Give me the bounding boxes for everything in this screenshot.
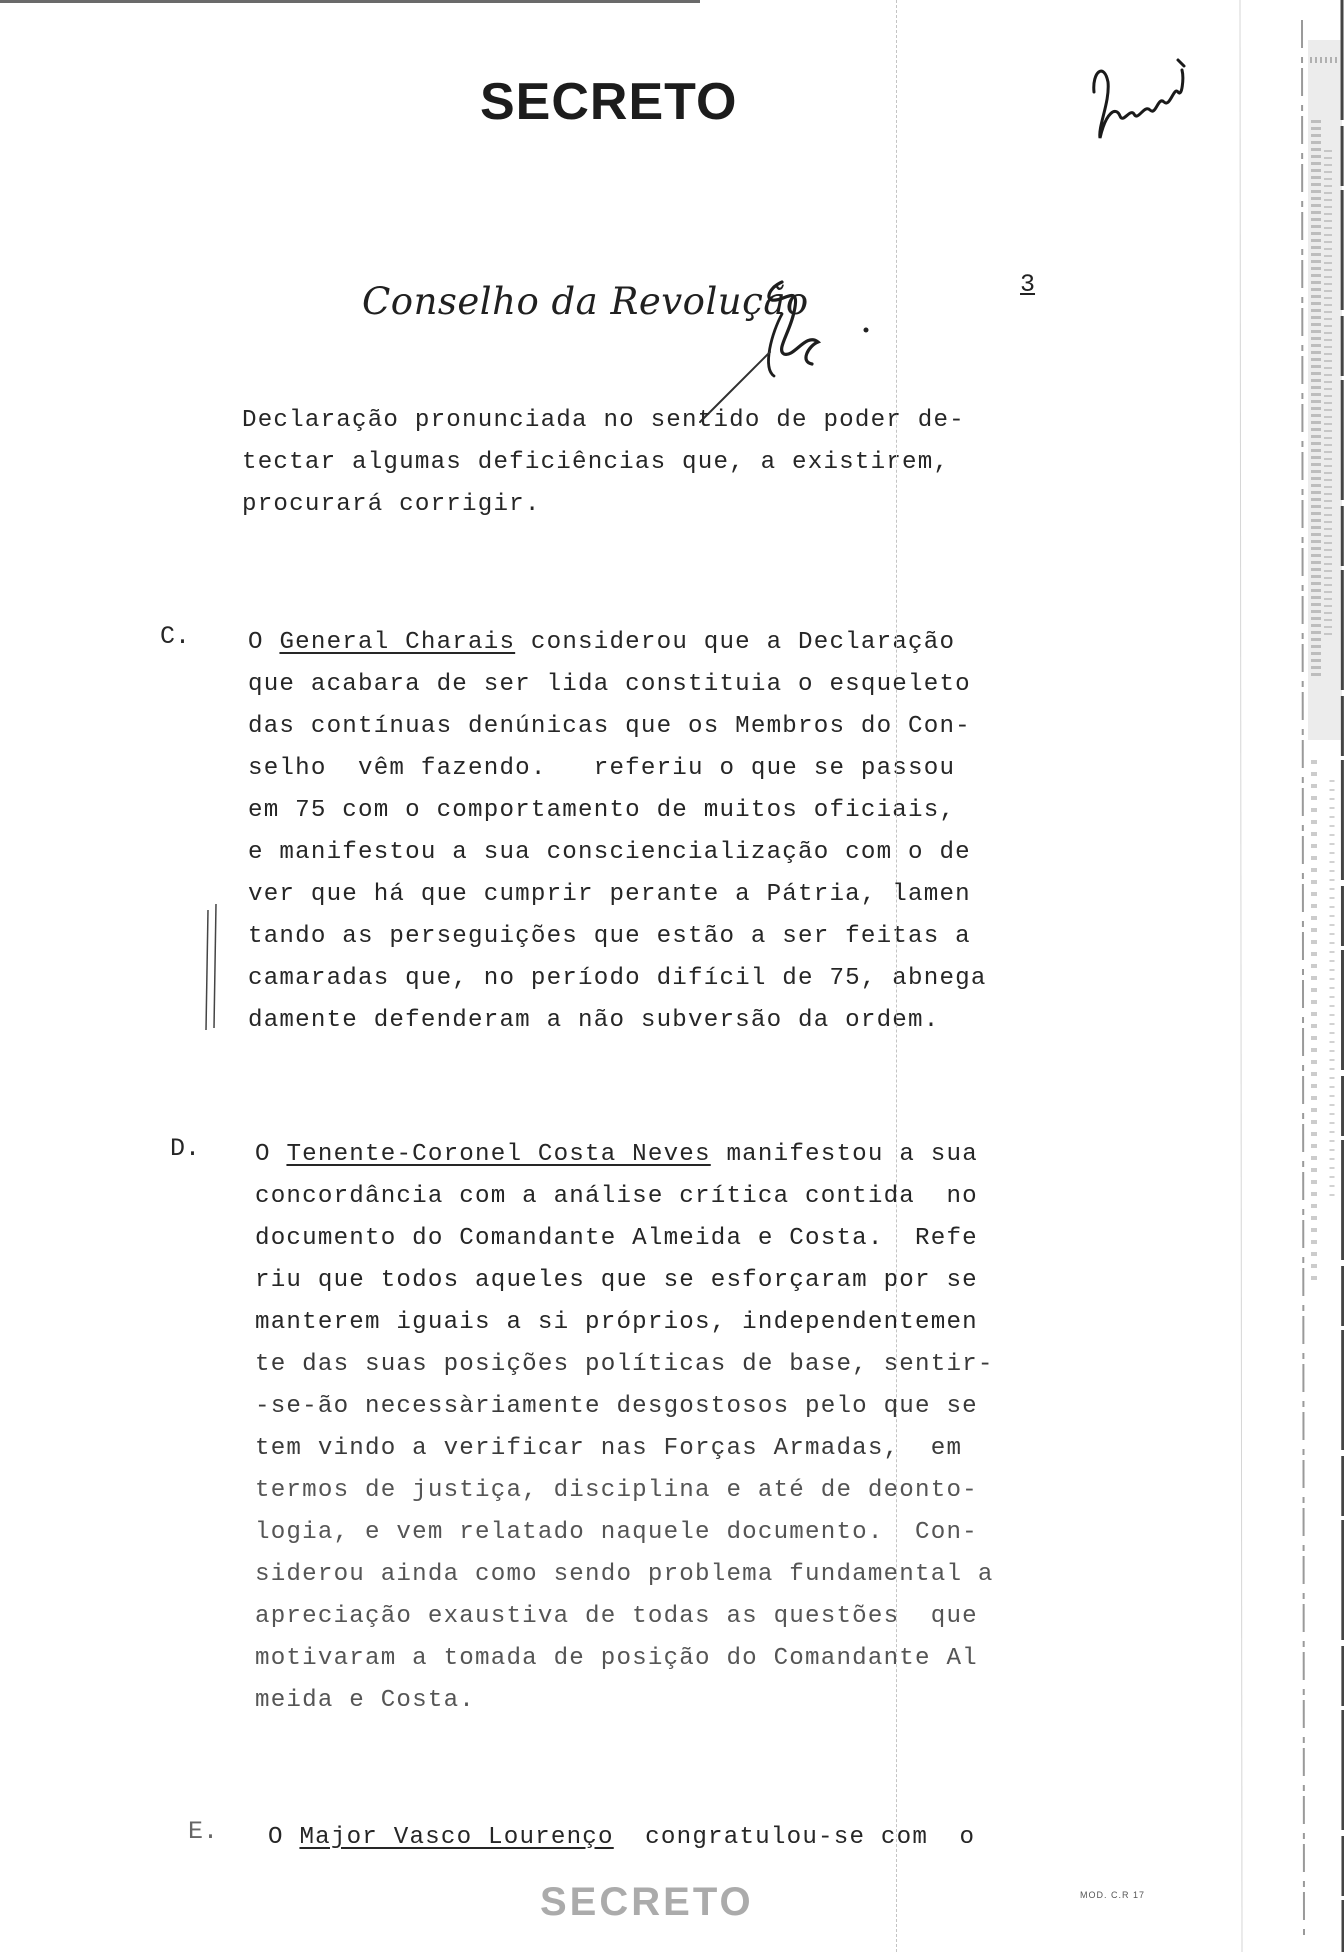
speaker-name: General Charais [279, 629, 516, 656]
text-fragment: considerou que a Declaração [515, 629, 956, 656]
text-line: motivaram a tomada de posição do Comandante Al [255, 1645, 978, 1672]
text-line: procurará corrigir. [242, 491, 541, 518]
fold-line [896, 0, 897, 1952]
letterhead-title: Conselho da Revolução [362, 280, 809, 323]
text-line: camaradas que, no período difícil de 75, abnega [248, 965, 987, 992]
handwritten-initials [1086, 52, 1196, 142]
text-line: damente defenderam a não subversão da ordem. [248, 1007, 940, 1034]
text-line: que acabara de ser lida constituia o esqueleto [248, 671, 971, 698]
text-line: -se-ão necessàriamente desgostosos pelo que se [255, 1393, 978, 1420]
speaker-name: Tenente-Coronel Costa Neves [286, 1141, 711, 1168]
text-line: das contínuas denúnicas que os Membros do Con- [248, 713, 971, 740]
text-fragment: O [248, 629, 280, 656]
section-e-paragraph [268, 1817, 975, 1859]
text-line: concordância com a análise crítica contida no [255, 1183, 978, 1210]
text-line: ver que há que cumprir perante a Pátria, lamen [248, 881, 971, 908]
classification-stamp-bottom: SECRETO [540, 1880, 754, 1924]
text-line: em 75 com o comportamento de muitos oficiais, [248, 797, 956, 824]
text-line: te das suas posições políticas de base, sentir- [255, 1351, 994, 1378]
text-line: riu que todos aqueles que se esforçaram por se [255, 1267, 978, 1294]
text-fragment: congratulou-se com o [613, 1824, 976, 1851]
margin-vertical-marks [200, 900, 230, 1040]
intro-paragraph [242, 400, 965, 526]
text-line: tem vindo a verificar nas Forças Armadas, em [255, 1435, 963, 1462]
text-fragment: manifestou a sua [710, 1141, 978, 1168]
text-line: termos de justiça, disciplina e até de deonto- [255, 1477, 978, 1504]
text-line: tando as perseguições que estão a ser feitas a [248, 923, 971, 950]
classification-stamp-top: SECRETO [480, 73, 738, 131]
form-code: MOD. C.R 17 [1080, 1890, 1146, 1900]
text-line: logia, e vem relatado naquele documento. Con- [255, 1519, 978, 1546]
text-fragment: O [255, 1141, 287, 1168]
text-line: siderou ainda como sendo problema fundamental a [255, 1561, 994, 1588]
section-label-d: D. [170, 1134, 201, 1163]
text-line: e manifestou a sua consciencialização com o de [248, 839, 971, 866]
text-line: meida e Costa. [255, 1687, 476, 1714]
section-label-c: C. [160, 622, 191, 651]
section-d-paragraph [255, 1134, 994, 1722]
text-line: Declaração pronunciada no sentido de poder de- [242, 407, 965, 434]
text-fragment: O [268, 1824, 300, 1851]
text-line: documento do Comandante Almeida e Costa. Refe [255, 1225, 978, 1252]
top-edge-rule [0, 0, 700, 3]
section-c-paragraph [248, 622, 987, 1042]
text-line: manterem iguais a si próprios, independentemen [255, 1309, 978, 1336]
speaker-name: Major Vasco Lourenço [299, 1824, 614, 1851]
text-line: tectar algumas deficiências que, a existirem, [242, 449, 950, 476]
text-line: apreciação exaustiva de todas as questões que [255, 1603, 978, 1630]
text-line: selho vêm fazendo. referiu o que se passou [248, 755, 956, 782]
section-label-e: E. [188, 1817, 219, 1846]
scan-edge-marks [1236, 0, 1344, 1952]
page-number: 3 [1020, 270, 1036, 299]
